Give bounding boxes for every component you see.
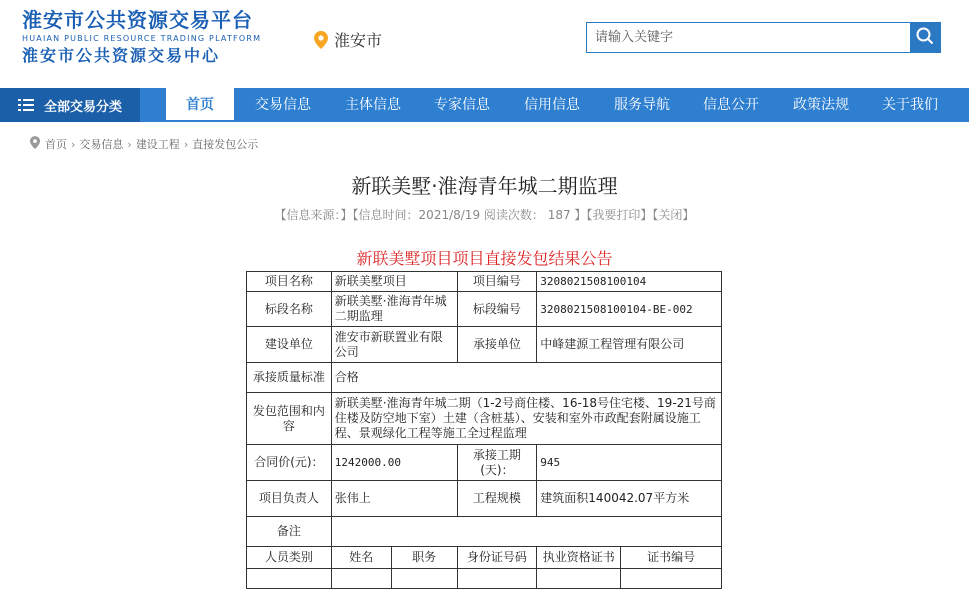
article-meta: 【信息来源：】【信息时间：2021/8/19 阅读次数： 187 】【我要打印】【关闭】 [274,208,695,222]
breadcrumb-trading-info[interactable]: 交易信息 [79,138,124,151]
breadcrumb-separator-icon: › [127,137,132,151]
value-project-number: 3208021508100104 [537,272,722,292]
label-remarks: 备注 [247,517,332,547]
label-scale: 工程规模 [457,481,537,517]
breadcrumb-construction[interactable]: 建设工程 [135,138,180,151]
search-input[interactable] [587,23,910,52]
label-contract-price: 合同价(元)： [247,445,332,481]
breadcrumb-separator-icon: › [71,137,76,151]
empty-cell [391,569,457,589]
table-row [247,569,722,589]
search-button[interactable] [910,23,940,52]
location-pin-icon [314,31,328,49]
location-selector[interactable] [314,28,382,51]
header-staff-position: 职务 [391,547,457,569]
search-box [586,22,941,53]
value-scale: 建筑面积140042.07平方米 [537,481,722,517]
label-duration: 承接工期(天)： [457,445,537,481]
header-qualification: 执业资格证书 [537,547,621,569]
label-quality-standard: 承接质量标准 [247,363,332,393]
value-remarks [331,517,721,547]
empty-cell [331,569,391,589]
label-section-name: 标段名称 [247,292,332,327]
breadcrumb-separator-icon: › [183,137,189,151]
label-builder: 建设单位 [247,327,332,363]
notice-table [246,271,722,589]
logo-subtitle-en: HUAIAN PUBLIC RESOURCE TRADING PLATFORM [22,34,262,43]
notice-title: 新联美墅项目项目直接发包结果公告 [356,249,613,268]
nav-info-disclosure[interactable]: 信息公开 [703,97,759,113]
nav-about-us[interactable]: 关于我们 [882,97,938,113]
search-icon [916,27,934,49]
nav-service-guide[interactable]: 服务导航 [614,97,670,113]
page-title: 新联美墅·淮海青年城二期监理 [351,174,618,198]
nav-home[interactable]: 首页 [166,88,234,122]
all-categories-label: 全部交易分类 [44,99,123,115]
label-project-name: 项目名称 [247,272,332,292]
table-row [247,292,722,327]
breadcrumb-pin-icon [30,136,40,152]
logo-center-name: 淮安市公共资源交易中心 [22,46,221,65]
empty-cell [621,569,722,589]
table-row [247,272,722,292]
value-project-manager: 张伟上 [331,481,457,517]
table-row [247,363,722,393]
label-project-number: 项目编号 [457,272,537,292]
table-row [247,393,722,445]
nav-policies[interactable]: 政策法规 [793,97,849,113]
empty-cell [457,569,537,589]
menu-icon [18,98,34,112]
value-section-number: 3208021508100104-BE-002 [537,292,722,327]
logo-title: 淮安市公共资源交易平台 [22,8,253,32]
value-builder: 淮安市新联置业有限公司 [331,327,457,363]
empty-cell [247,569,332,589]
table-row [247,327,722,363]
header-id-number: 身份证号码 [457,547,537,569]
value-scope: 新联美墅·淮海青年城二期（1-2号商住楼、16-18号住宅楼、19-21号商住楼及防空地下室）土建（含桩基）、安装和室外市政配套附属设施工程、景观绿化工程等施工全过程监理 [331,393,721,445]
breadcrumb-home[interactable]: 首页 [45,138,67,151]
label-section-number: 标段编号 [457,292,537,327]
location-text: 淮安市 [334,31,383,50]
breadcrumb-direct-contract[interactable]: 直接发包公示 [192,138,259,151]
nav-expert-info[interactable]: 专家信息 [434,97,490,113]
breadcrumb [30,136,258,152]
table-row [247,547,722,569]
table-row [247,481,722,517]
value-contract-price: 1242000.00 [331,445,457,481]
value-project-name: 新联美墅项目 [331,272,457,292]
all-categories-button[interactable] [0,88,140,122]
label-contractor: 承接单位 [457,327,537,363]
label-project-manager: 项目负责人 [247,481,332,517]
nav-trading-info[interactable]: 交易信息 [255,97,311,113]
table-row [247,445,722,481]
header-staff-type: 人员类别 [247,547,332,569]
empty-cell [537,569,621,589]
table-row [247,517,722,547]
label-scope: 发包范围和内容 [247,393,332,445]
value-contractor: 中峰建源工程管理有限公司 [537,327,722,363]
nav-credit-info[interactable]: 信用信息 [524,97,580,113]
value-section-name: 新联美墅·淮海青年城二期监理 [331,292,457,327]
main-nav [0,88,969,122]
nav-entity-info[interactable]: 主体信息 [345,97,401,113]
value-duration: 945 [537,445,722,481]
site-header [0,0,969,88]
value-quality-standard: 合格 [331,363,721,393]
site-logo[interactable] [22,8,277,66]
header-certificate-number: 证书编号 [621,547,722,569]
header-staff-name: 姓名 [331,547,391,569]
